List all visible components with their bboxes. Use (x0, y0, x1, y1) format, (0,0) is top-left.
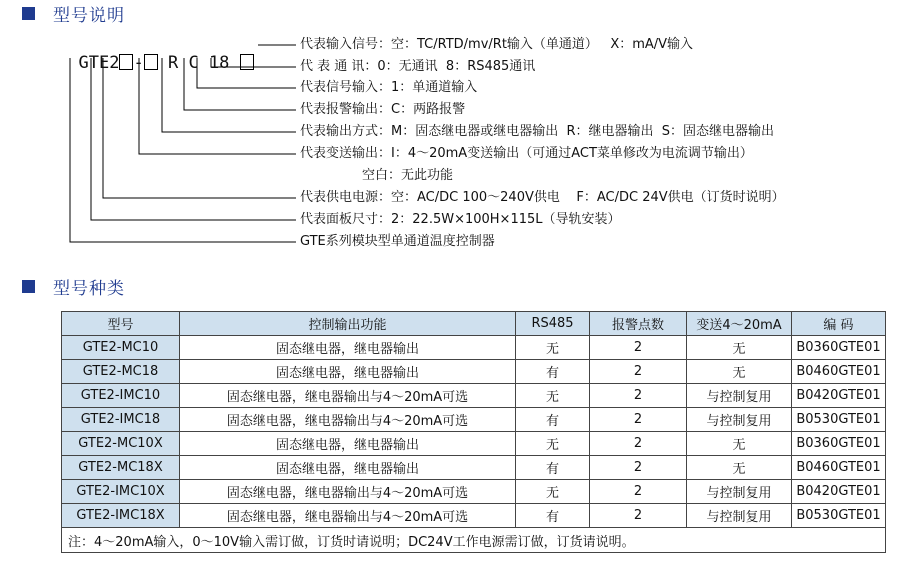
cell-alarm-points: 2 (590, 480, 687, 504)
table-note: 注：4～20mA输入，0～10V输入需订做，订货时请说明；DC24V工作电源需订做，订货请说明。 (62, 528, 886, 553)
leader-line-panel (91, 58, 296, 220)
header-alarm-points: 报警点数 (590, 312, 687, 336)
table-note-row (62, 528, 886, 553)
code-r: R (167, 53, 179, 73)
code-prefix: GTE2 (78, 53, 120, 73)
cell-rs485: 无 (516, 432, 590, 456)
cell-code: B0420GTE01 (792, 480, 886, 504)
cell-rs485: 有 (516, 504, 590, 528)
code-dash: - (133, 53, 144, 73)
cell-alarm-points: 2 (590, 504, 687, 528)
desc-alarm-output: 代表报警输出：C：两路报警 (300, 102, 466, 117)
cell-code: B0360GTE01 (792, 336, 886, 360)
table-row (62, 336, 886, 360)
header-model: 型号 (62, 312, 180, 336)
cell-transmit: 与控制复用 (687, 480, 792, 504)
section-header-model-types (22, 275, 125, 297)
table-header-row (62, 312, 886, 336)
cell-model: GTE2-MC18X (62, 456, 180, 480)
leader-line-power (103, 58, 296, 198)
table-row (62, 432, 886, 456)
cell-alarm-points: 2 (590, 456, 687, 480)
cell-control-output: 固态继电器，继电器输出 (180, 360, 516, 384)
cell-alarm-points: 2 (590, 336, 687, 360)
cell-model: GTE2-MC10 (62, 336, 180, 360)
cell-code: B0530GTE01 (792, 408, 886, 432)
cell-alarm-points: 2 (590, 360, 687, 384)
section-square-icon (22, 280, 35, 293)
cell-model: GTE2-IMC18 (62, 408, 180, 432)
desc-transmit-output: 代表变送输出：I：4～20mA变送输出（可通过ACT菜单修改为电流调节输出） (300, 146, 753, 161)
leader-line-series (70, 58, 296, 242)
section-title: 型号说明 (53, 5, 125, 26)
code-placeholder-box (119, 54, 133, 70)
cell-control-output: 固态继电器，继电器输出 (180, 432, 516, 456)
cell-code: B0460GTE01 (792, 360, 886, 384)
section-title: 型号种类 (53, 278, 125, 299)
cell-alarm-points: 2 (590, 384, 687, 408)
cell-transmit: 无 (687, 456, 792, 480)
desc-panel-size: 代表面板尺寸：2：22.5W×100H×115L（导轨安装） (300, 212, 621, 227)
cell-transmit: 与控制复用 (687, 504, 792, 528)
code-c: C (188, 53, 199, 73)
header-code: 编 码 (792, 312, 886, 336)
cell-control-output: 固态继电器，继电器输出与4～20mA可选 (180, 384, 516, 408)
cell-rs485: 有 (516, 360, 590, 384)
desc-communication: 代 表 通 讯：0：无通讯 8：RS485通讯 (300, 59, 536, 74)
table-row (62, 504, 886, 528)
header-control-output: 控制输出功能 (180, 312, 516, 336)
cell-rs485: 无 (516, 384, 590, 408)
desc-power-supply: 代表供电电源：空：AC/DC 100～240V供电 F：AC/DC 24V供电（订货时说明） (300, 190, 785, 205)
header-rs485: RS485 (516, 312, 590, 336)
cell-control-output: 固态继电器，继电器输出与4～20mA可选 (180, 504, 516, 528)
desc-series: GTE系列模块型单通道温度控制器 (300, 234, 495, 249)
cell-model: GTE2-IMC18X (62, 504, 180, 528)
cell-code: B0420GTE01 (792, 384, 886, 408)
table-row (62, 360, 886, 384)
cell-code: B0360GTE01 (792, 432, 886, 456)
desc-input-signal: 代表输入信号：空：TC/RTD/mv/Rt输入（单通道） X：mA/V输入 (300, 37, 694, 52)
desc-output-mode: 代表输出方式：M：固态继电器或继电器输出 R：继电器输出 S：固态继电器输出 (300, 124, 775, 139)
cell-control-output: 固态继电器，继电器输出 (180, 336, 516, 360)
cell-rs485: 无 (516, 336, 590, 360)
cell-alarm-points: 2 (590, 408, 687, 432)
code-placeholder-box (240, 54, 254, 70)
header-transmit: 变送4～20mA (687, 312, 792, 336)
table-row (62, 384, 886, 408)
cell-rs485: 有 (516, 408, 590, 432)
cell-model: GTE2-MC10X (62, 432, 180, 456)
cell-code: B0460GTE01 (792, 456, 886, 480)
desc-transmit-blank: 空白：无此功能 (300, 168, 453, 183)
cell-control-output: 固态继电器，继电器输出 (180, 456, 516, 480)
cell-transmit: 无 (687, 360, 792, 384)
cell-rs485: 无 (516, 480, 590, 504)
cell-transmit: 无 (687, 432, 792, 456)
cell-model: GTE2-IMC10 (62, 384, 180, 408)
code-num: 18 (208, 53, 230, 73)
table-row (62, 480, 886, 504)
cell-rs485: 有 (516, 456, 590, 480)
code-placeholder-box (144, 54, 158, 70)
desc-signal-input: 代表信号输入：1：单通道输入 (300, 80, 478, 95)
cell-transmit: 与控制复用 (687, 408, 792, 432)
cell-transmit: 与控制复用 (687, 384, 792, 408)
cell-transmit: 无 (687, 336, 792, 360)
table-row (62, 456, 886, 480)
model-types-table (61, 311, 886, 553)
cell-control-output: 固态继电器，继电器输出与4～20mA可选 (180, 408, 516, 432)
cell-code: B0530GTE01 (792, 504, 886, 528)
cell-control-output: 固态继电器，继电器输出与4～20mA可选 (180, 480, 516, 504)
cell-model: GTE2-IMC10X (62, 480, 180, 504)
table-row (62, 408, 886, 432)
model-code (58, 33, 254, 73)
cell-alarm-points: 2 (590, 432, 687, 456)
cell-model: GTE2-MC18 (62, 360, 180, 384)
